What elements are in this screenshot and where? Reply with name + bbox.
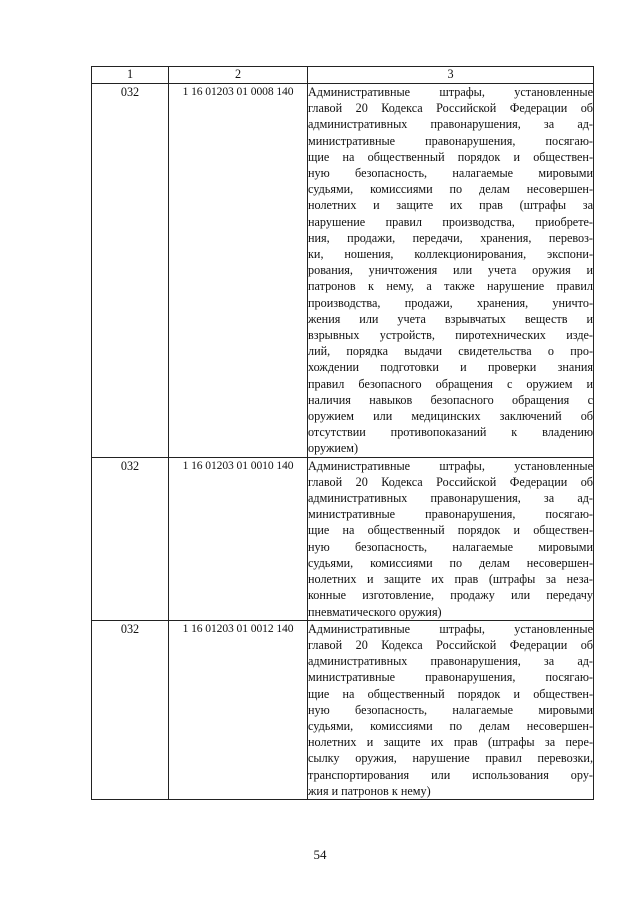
description-line: судьями, комиссиями по делам несовершен- [308,555,593,570]
description-line: главой 20 Кодекса Российской Федерации об [308,474,593,489]
description-line: конные изготовление, продажу или передачу [308,588,593,603]
admin-code-cell: 032 [92,620,169,799]
description-line: нолетних и защите их прав (штрафы за [308,198,593,213]
description-line: правил безопасного обращения с оружием и [308,376,593,391]
description-line: сылку оружия, нарушение правил перевозки, [308,751,593,766]
description-line: жия и патронов к нему) [308,783,431,798]
description-line: оружием) [308,441,359,456]
description-line: ния, продажи, передачи, хранения, перевоз- [308,230,593,245]
description-line: взрывных устройств, пиротехнических изде- [308,328,593,343]
description-line: оружием или медицинских заключений об [308,409,593,424]
description-line: хождении подготовки и проверки знания [308,360,593,375]
column-header-3: 3 [308,67,594,84]
description-line: Административные штрафы, установленные [308,621,593,636]
description-line: административных правонарушения, за ад- [308,491,593,506]
column-header-2: 2 [169,67,308,84]
budget-classification-code-cell: 1 16 01203 01 0010 140 [169,457,308,620]
description-line: ную безопасность, налагаемые мировыми [308,702,593,717]
admin-code-cell: 032 [92,457,169,620]
description-line: ную безопасность, налагаемые мировыми [308,166,593,181]
description-line: министративные правонарушения, посягаю- [308,133,593,148]
description-line: жения или учета взрывчатых веществ и [308,311,593,326]
admin-code-cell: 032 [92,84,169,458]
description-line: Административные штрафы, установленные [308,458,593,473]
description-line: нарушение правил производства, приобрете- [308,214,593,229]
description-line: пневматического оружия) [308,604,442,619]
table-header-row [92,67,594,84]
description-line: щие на общественный порядок и обществен- [308,523,593,538]
description-line: нолетних и защите их прав (штрафы за неза- [308,572,593,587]
description-line: нолетних и защите их прав (штрафы за пере- [308,735,593,750]
description-line: административных правонарушения, за ад- [308,117,593,132]
description-line: лий, порядка выдачи свидетельства о про- [308,344,593,359]
description-line: производства, продажи, хранения, уничто- [308,295,593,310]
column-header-1: 1 [92,67,169,84]
description-line: транспортирования или использования ору- [308,767,593,782]
table-row [92,457,594,620]
table-row [92,620,594,799]
description-line: патронов к нему, а также нарушение правил [308,279,593,294]
description-line: Административные штрафы, установленные [308,85,593,99]
description-cell [308,84,594,458]
table-row [92,84,594,458]
description-line: ки, ношения, коллекционирования, экспони- [308,247,593,262]
description-line: щие на общественный порядок и обществен- [308,149,593,164]
description-cell [308,620,594,799]
description-line: судьями, комиссиями по делам несовершен- [308,718,593,733]
budget-classification-code-cell: 1 16 01203 01 0012 140 [169,620,308,799]
description-line: ную безопасность, налагаемые мировыми [308,539,593,554]
description-line: главой 20 Кодекса Российской Федерации об [308,637,593,652]
description-line: рования, уничтожения или учета оружия и [308,263,593,278]
description-line: главой 20 Кодекса Российской Федерации об [308,101,593,116]
budget-code-table [91,66,594,800]
description-line: министративные правонарушения, посягаю- [308,507,593,522]
description-line: судьями, комиссиями по делам несовершен- [308,182,593,197]
description-line: щие на общественный порядок и обществен- [308,686,593,701]
page-number: 54 [313,847,327,862]
budget-classification-code-cell: 1 16 01203 01 0008 140 [169,84,308,458]
description-cell [308,457,594,620]
description-line: отсутствии противопоказаний к владению [308,425,593,440]
description-line: наличия навыков безопасного обращения с [308,392,593,407]
description-line: министративные правонарушения, посягаю- [308,670,593,685]
description-line: административных правонарушения, за ад- [308,654,593,669]
